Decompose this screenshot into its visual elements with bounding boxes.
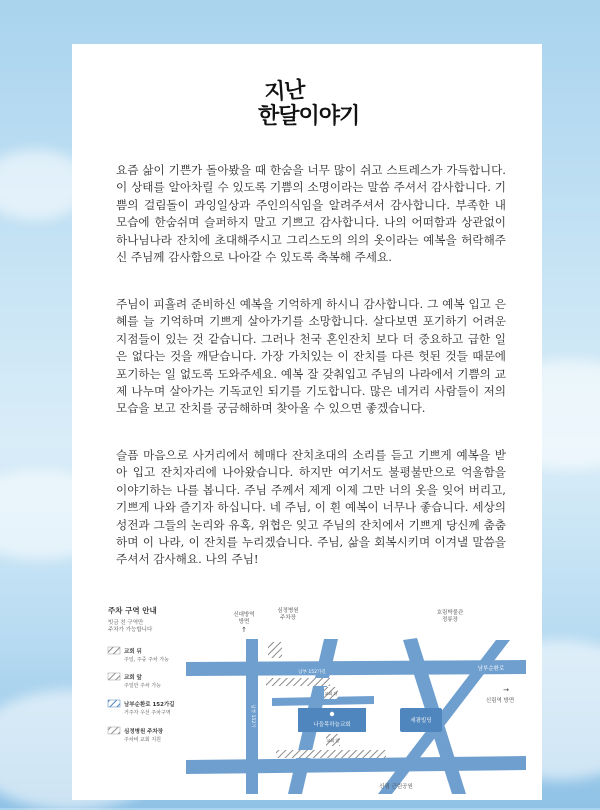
legend-desc-road: 거주자 우선 주차구역 xyxy=(124,710,171,716)
label-honam-1: 호림박물관 xyxy=(436,610,464,616)
label-sindaebang-2: 방면 xyxy=(238,619,250,625)
label-small-road: 남부 152가길 xyxy=(298,670,326,675)
legend-swatch-road xyxy=(108,700,120,707)
paragraph-3: 슬픔 마음으로 사거리에서 헤매다 잔치초대의 소리를 듣고 기쁘게 예복을 받아 입고 잔치자리에 나아왔습니다. 하지만 여기서도 불평불만으로 억울함을 이야기하는 나를 봅니다. 주님 주께서 제게 이제 그만 너의 옷을 잊어 버리고, 기쁘게 나와 즐기자 하십니다. 네 주님, 이 흰 예복이 너무나 좋습니다. 세상의 성전과 그들의 논리와 유혹, 위협은 잊고 주님의 잔치에서 기쁘게 당신께 춤춤하며 이 나라, 이 잔치를 누리겠습니다. 주님, 삶을 회복시키며 이겨낼 말씀을 주셔서 감사해요. 나의 주님! xyxy=(116,448,506,567)
legend-name-hospital: 심정병원 주차장 xyxy=(124,729,164,735)
parking-road-152 xyxy=(276,750,386,758)
title-line-1: 지난 xyxy=(263,77,306,106)
legend-title: 주차 구역 안내 xyxy=(108,606,157,615)
parking-top-strip xyxy=(266,678,330,686)
label-vertical-road: 남부 152가 xyxy=(250,704,255,728)
paragraph-2: 주님이 피흘려 준비하신 예복을 기억하게 하시니 감사합니다. 그 예복 입고 은혜를 늘 기억하며 기쁘게 살아가기를 소망합니다. 살다보면 포기하기 어려운 지점들이 있는 것 같습니다. 그러나 천국 혼인잔치 보다 더 중요하고 급한 일은 없다는 것을 깨닫습니다. 가장 가치있는 이 잔치를 다른 헛된 것들 때문에 포기하는 일 없도록 도와주세요. 예복 잘 갖춰입고 주님의 나라에서 기쁨의 교제 나누며 살아가는 기독교인 되기를 기도합니다. 많은 네거리 사람들이 저의 모습을 보고 잔치를 궁금해하며 찾아올 수 있으면 좋겠습니다. xyxy=(116,297,506,416)
label-simjeong-1: 심정병원 xyxy=(277,608,299,614)
legend-name-front: 교회 앞 xyxy=(124,675,142,681)
legend-swatch-behind xyxy=(108,647,120,654)
legend-swatch-hospital xyxy=(108,727,120,734)
building-label: 세광빌딩 xyxy=(410,718,432,724)
legend-desc-hospital: 주차비 교회 지원 xyxy=(124,737,161,743)
legend-name-road: 남부순환로 152가길 xyxy=(124,702,175,708)
church-label: 나들목하늘교회 xyxy=(313,722,351,728)
legend-desc-front: 주일만 주차 가능 xyxy=(124,683,161,689)
label-front: 교회 앞 xyxy=(326,738,340,743)
title-line-2: 한달이야기 xyxy=(258,104,360,129)
legend-sub-1: 빗금 친 구역만 xyxy=(108,620,144,626)
arrow-up-icon: ↑ xyxy=(241,626,247,634)
label-honam-2: 정류장 xyxy=(442,617,458,623)
parking-map xyxy=(106,604,526,794)
label-park: 신림 근린공원 xyxy=(379,784,413,790)
label-behind: 교회 뒤 xyxy=(324,691,338,696)
paragraph-1: 요즘 삶이 기쁜가 돌아봤을 때 한숨을 너무 많이 쉬고 스트레스가 가득합니다. 이 상태를 알아차릴 수 있도록 기쁨의 소명이라는 말씀 주셔서 감사합니다. 기쁨의 걸림돌이 과잉일상과 주인의식임을 알려주셔서 감사합니다. 부족한 내 모습에 한숨쉬며 슬퍼하지 말고 기쁘고 감사합니다. 나의 어떠함과 상관없이 하나님나라 잔치에 초대해주시고 그리스도의 의의 옷이라는 예복을 허락해주신 주님께 감사함으로 나아갈 수 있도록 축복해 주세요. xyxy=(116,163,506,265)
legend-name-behind: 교회 뒤 xyxy=(124,649,142,655)
legend-swatch-front xyxy=(108,673,120,680)
label-sillim: 신림역 방면 xyxy=(485,698,515,704)
arrow-right-icon: → xyxy=(503,686,509,694)
road-small-connector xyxy=(272,696,374,706)
label-simjeong-2: 주차장 xyxy=(280,615,296,621)
church-marker-icon xyxy=(330,712,334,716)
road-lower-horizontal xyxy=(186,756,526,774)
content-card xyxy=(72,44,542,800)
legend-desc-behind: 주일, 주중 주차 가능 xyxy=(124,657,169,663)
page-title xyxy=(258,72,368,130)
legend-sub-2: 주차가 가능합니다 xyxy=(108,627,153,633)
church-block xyxy=(298,708,366,732)
label-sindaebang-1: 신대방역 xyxy=(233,612,255,618)
label-nambu-road: 남부순환로 xyxy=(477,666,505,672)
parking-hospital xyxy=(268,642,282,658)
